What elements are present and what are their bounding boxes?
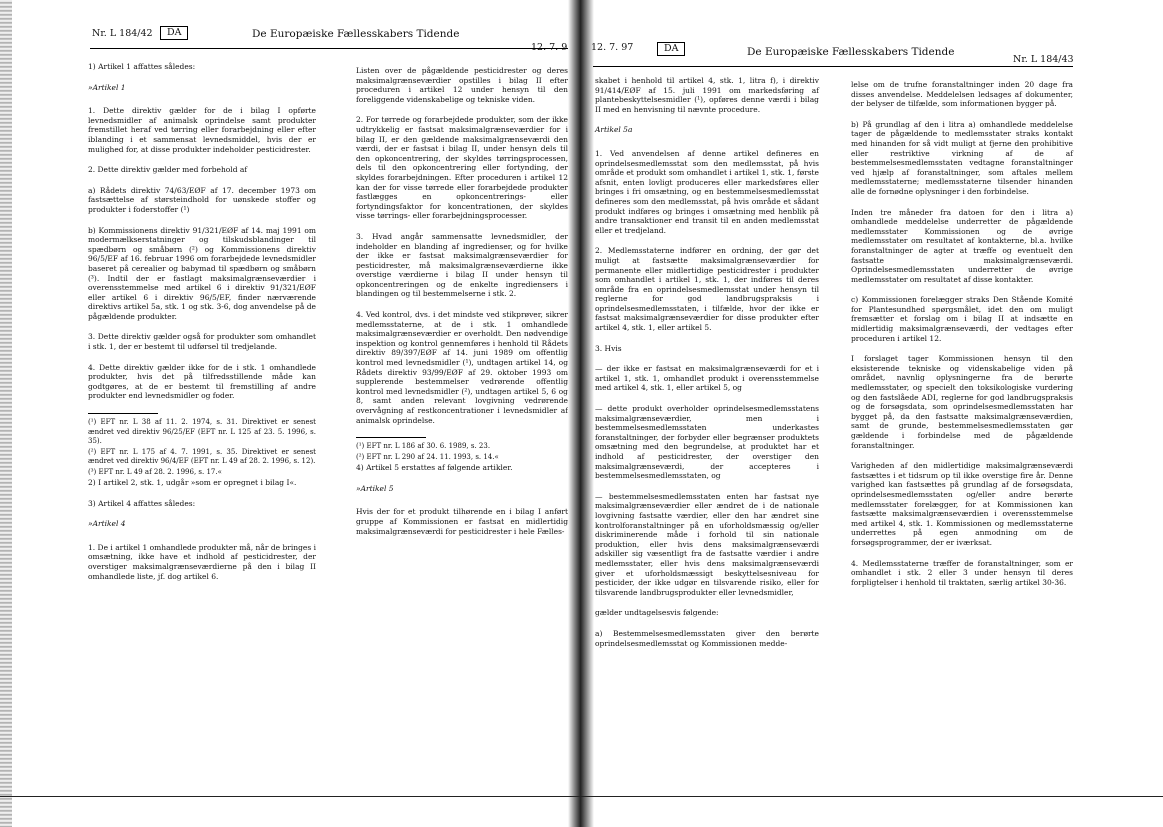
paragraph: 3) Artikel 4 affattes således: [88, 498, 196, 508]
footnote-rule [88, 413, 158, 414]
header-rule [593, 66, 1073, 67]
paragraph: 2. For tørrede og forarbejdede produkter, som der ikke udtrykkelig er fastsat maksimalgrænseværdier for i bilag II, er den gældende maksimalgrænseværdi den værdi, der er fastsat i bilag II, under hensyn dels til den opkoncentrering, der skyldes tørringsprocessen, dels til den opkoncentrering eller fortynding, der skyldes forarbejdningen. Efter proceduren i artikel 12 kan der for visse tørrede eller forarbejdede produkter fastlægges en opkoncentrerings- eller fortyndingsfaktor for koncentrationen, der skyldes visse tørrings- eller forarbejdningsprocesser. [356, 115, 568, 221]
paragraph: lelse om de trufne foranstaltninger inden 20 dage fra disses anvendelse. Meddelelsen ledsages af dokumenter, der belyser de tilfælde, som informationen bygger på. [851, 80, 1073, 109]
paragraph: (²) EFT nr. L 290 af 24. 11. 1993, s. 14.« [356, 452, 499, 461]
paragraph: skabet i henhold til artikel 4, stk. 1, litra f), i direktiv 91/414/EØF af 15. juli 1991 om markedsføring af plantebeskyttelsesmidler (¹), opføres denne værdi i bilag II med en henvisning til nævnte procedure. [595, 76, 819, 114]
paragraph: 1. Dette direktiv gælder for de i bilag I opførte levnedsmidler af animalsk oprindelse samt produkter fremstillet heraf ved tørring eller forarbejdning eller efter iblanding i et sammensat levnedsmiddel, hvis der er mulighed for, at disse produkter indeholder pesticidrester. [88, 106, 316, 154]
paragraph: 4) Artikel 5 erstattes af følgende artikler. [356, 463, 513, 473]
paragraph: — der ikke er fastsat en maksimalgrænseværdi for et i artikel 1, stk. 1, omhandlet produkt i overensstemmelse med artikel 4, stk. 1, eller artikel 5, og [595, 364, 819, 393]
paragraph: a) Bestemmelsesmedlemsstaten giver den berørte oprindelsesmedlemsstat og Kommissionen medde- [595, 628, 819, 648]
left-page [0, 0, 581, 827]
paragraph: 3. Hvis [595, 343, 622, 353]
language-badge: DA [657, 42, 685, 56]
paragraph: (¹) EFT nr. L 38 af 11. 2. 1974, s. 31. Direktivet er senest ændret ved direktiv 96/25/EF (EFT nr. L 125 af 23. 5. 1996, s. 35). [88, 418, 316, 446]
paragraph: 4. Dette direktiv gælder ikke for de i stk. 1 omhandlede produkter, hvis det på tilfredsstillende måde kan godtgøres, at de er bestemt til fremstilling af andre produkter end levnedsmidler og foder. [88, 362, 316, 401]
paragraph: Inden tre måneder fra datoen for den i litra a) omhandlede meddelelse underretter de pågældende medlemsstater Kommissionen og de øvrige medlemsstater om resultatet af kontakterne, bl.a. hvilke foranstaltninger de agter at træffe og eventuelt den fastsatte maksimalgrænseværdi. Oprindelsesmedlemsstaten underretter de øvrige medlemsstater om resultatet af disse kontakter. [851, 207, 1073, 284]
paragraph: gælder undtagelsesvis følgende: [595, 608, 719, 618]
paragraph: b) På grundlag af den i litra a) omhandlede meddelelse tager de pågældende to medlemsstater straks kontakt med hinanden for så vidt muligt at fjerne den prohibitive eller restriktive virkning af de af bestemmelsesmedlemsstaten vedtagne foranstaltninger ved hjælp af foranstaltninger, som aftales mellem medlemsstaterne; medlemsstaterne tilsender hinanden alle de fornødne oplysninger i den forbindelse. [851, 119, 1073, 196]
right-page [581, 0, 1163, 827]
language-badge: DA [160, 26, 188, 40]
journal-title: De Europæiske Fællesskabers Tidende [747, 46, 955, 58]
page-number: Nr. L 184/43 [1013, 54, 1074, 65]
paragraph: Varigheden af den midlertidige maksimalgrænseværdi fastsættes i et tidsrum op til ikke overstige fire år. Denne varighed kan fastsættes på grundlag af de forsøgsdata, oprindelsesmedlemsstaten og/eller andre berørte medlemsstater forelægger, for at Kommissionen kan fastsætte maksimalgrænseværdien i overensstemmelse med artikel 4, stk. 1. Kommissionen og medlemsstaterne underrettes på egen anmodning om de forsøgsprogrammer, der er iværksat. [851, 461, 1073, 547]
paragraph: (²) EFT nr. L 175 af 4. 7. 1991, s. 35. Direktivet er senest ændret ved direktiv 96/4/EF (EFT nr. L 49 af 28. 2. 1996, s. 12). [88, 447, 316, 466]
paragraph: Hvis der for et produkt tilhørende en i bilag I anført gruppe af Kommissionen er fastsat en midlertidig maksimalgrænseværdi for pesticidrester i hele Fælles- [356, 507, 568, 536]
paragraph: 4. Medlemsstaterne træffer de foranstaltninger, som er omhandlet i stk. 2 eller 3 under hensyn til deres forpligtelser i henhold til traktaten, særlig artikel 30-36. [851, 558, 1073, 587]
text-column-2 [851, 80, 1073, 598]
paragraph: b) Kommissionens direktiv 91/321/EØF af 14. maj 1991 om modermælkserstatninger og tilskudsblandinger til spædbørn og småbørn (²) og Kommissionens direktiv 96/5/EF af 16. februar 1996 om forarbejdede levnedsmidler baseret på cerealier og babymad til spædbørn og småbørn (³). Indtil der er fastlagt maksimalgrænseværdier i overensstemmelse med artikel 6 i direktiv 91/321/EØF eller artikel 6 i direktiv 96/5/EF, finder nærværende direktivs artikel 5a, stk. 1 og stk. 3-6, dog anvendelse på de pågældende produkter. [88, 225, 316, 321]
page-date: 12. 7. 97 [591, 42, 634, 53]
paragraph: Listen over de pågældende pesticidrester og deres maksimalgrænseværdier opstilles i bilag II efter proceduren i artikel 12 under hensyn til den foreliggende videnskabelige og tekniske viden. [356, 66, 568, 104]
paragraph: »Artikel 5 [356, 483, 394, 493]
paragraph: »Artikel 1 [88, 82, 126, 92]
paragraph: (³) EFT nr. L 49 af 28. 2. 1996, s. 17.« [88, 467, 222, 476]
paragraph: a) Rådets direktiv 74/63/EØF af 17. december 1973 om fastsættelse af størsteindhold for uønskede stoffer og produkter i foderstoffer (¹) [88, 185, 316, 214]
paragraph: »Artikel 4 [88, 519, 126, 529]
paragraph: 4. Ved kontrol, dvs. i det mindste ved stikprøver, sikrer medlemsstaterne, at de i stk. 1 omhandlede maksimalgrænseværdier er overholdt. Den nødvendige inspektion og kontrol gennemføres i henhold til Rådets direktiv 89/397/EØF af 14. juni 1989 om offentlig kontrol med levnedsmidler (¹), undtagen artikel 14, og Rådets direktiv 93/99/EØF af 29. oktober 1993 om supplerende bestemmelser vedrørende offentlig kontrol med levnedsmidler (²), undtagen artikel 5, 6 og 8, samt anden relevant lovgivning vedrørende overvågning af restkoncentrationer i levnedsmidler af animalsk oprindelse. [356, 310, 568, 425]
paragraph: 3. Dette direktiv gælder også for produkter som omhandlet i stk. 1, der er bestemt til udførsel til tredjelande. [88, 332, 316, 352]
paragraph: 1. Ved anvendelsen af denne artikel defineres en oprindelsesmedlemsstat som den medlemsstat, på hvis område et produkt som omhandlet i artikel 1, stk. 1, første afsnit, enten lovligt produceres eller markedsføres eller bringes i fri omsætning, og en bestemmelsesmedlemsstat defineres som den medlemsstat, på hvis område et sådant produkt indføres og bringes i omsætning med henblik på andre transaktioner end transit til en anden medlemsstat eller et tredjeland. [595, 148, 819, 235]
paragraph: I forslaget tager Kommissionen hensyn til den eksisterende tekniske og videnskabelige viden på området, navnlig oplysningerne fra de berørte medlemsstater, og specielt den toksikologiske vurdering og den fastslåede ADI, reglerne for god landbrugspraksis og de forsøgsdata, som oprindelsesmedlemsstaten har bygget på, da den fastsatte maksimalgrænseværdien, samt de grunde, bestemmelsesmedlemsstaten gør gældende i forbindelse med de pågældende foranstaltninger. [851, 354, 1073, 450]
paragraph: 1. De i artikel 1 omhandlede produkter må, når de bringes i omsætning, ikke have et indhold af pesticidrester, der overstiger maksimalgrænseværdierne på den i bilag II omhandlede liste, jf. dog artikel 6. [88, 542, 316, 581]
paragraph: — dette produkt overholder oprindelsesmedlemsstatens maksimalgrænseværdier, men i bestemmelsesmedlemsstaten underkastes foranstaltninger, der forbyder eller begrænser produktets omsætning med den begrundelse, at produktet har et indhold af pesticidrester, der overstiger den maksimalgrænseværdi, der accepteres i bestemmelsesmedlemsstaten, og [595, 404, 819, 481]
paragraph: — bestemmelsesmedlemsstaten enten har fastsat nye maksimalgrænseværdier eller ændret de i de nationale lovgivning fastsatte værdier, eller den har ændret sine kontrolforanstaltninger på en uforholdsmæssig og/eller diskriminerende måde i forhold til sin nationale produktion, eller hvis dens maksimalgrænseværdi adskiller sig væsentligt fra de fastsatte værdier i andre medlemsstater, eller hvis dens maksimalgrænseværdi giver et uforholdsmæssigt beskyttelsesniveau for pesticider, der ikke udgør en tilsvarende risiko, eller for tilsvarende landbrugsprodukter eller levnedsmidler, [595, 491, 819, 597]
text-column-1 [88, 62, 316, 592]
paragraph: 3. Hvad angår sammensatte levnedsmidler, der indeholder en blanding af ingredienser, og for hvilke der ikke er fastsat maksimalgrænseværdier for pesticidrester, må maksimalgrænseværdierne ikke overstige værdierne i bilag II under hensyn til opkoncentreringen og de enkelte ingrediensers i blandingen og til bestemmelserne i stk. 2. [356, 231, 568, 299]
paragraph: 2. Medlemsstaterne indfører en ordning, der gør det muligt at fastsætte maksimalgrænseværdier for permanente eller midlertidige pesticidrester i produkter som omhandlet i artikel 1, stk. 1, der indføres til deres område fra en oprindelsesmedlemsstat under hensyn til reglerne for god landbrugspraksis i oprindelsesmedlemsstaten, i tilfælde, hvor der ikke er fastsat maksimalgrænseværdier for disse produkter efter artikel 4, stk. 1, eller artikel 5. [595, 246, 819, 333]
paragraph: c) Kommissionen forelægger straks Den Stående Komité for Plantesundhed spørgsmålet, idet den om muligt fremsætter et forslag om i bilag II at indsætte en midlertidig maksimalgrænseværdi, der vedtages efter proceduren i artikel 12. [851, 295, 1073, 343]
page-bottom-edge [0, 796, 1163, 797]
page-number: Nr. L 184/42 [92, 28, 153, 39]
paragraph: (¹) EFT nr. L 186 af 30. 6. 1989, s. 23. [356, 442, 491, 451]
paragraph: 2. Dette direktiv gælder med forbehold af [88, 165, 248, 175]
journal-title: De Europæiske Fællesskabers Tidende [252, 28, 460, 40]
footnote-rule [356, 437, 426, 438]
text-column-2 [356, 66, 568, 547]
paragraph: Artikel 5a [595, 125, 633, 135]
text-column-1 [595, 76, 819, 659]
page-edge [0, 0, 12, 827]
header-rule [90, 48, 568, 49]
paragraph: 1) Artikel 1 affattes således: [88, 62, 196, 71]
paragraph: 2) I artikel 2, stk. 1, udgår »som er opregnet i bilag I«. [88, 478, 297, 488]
